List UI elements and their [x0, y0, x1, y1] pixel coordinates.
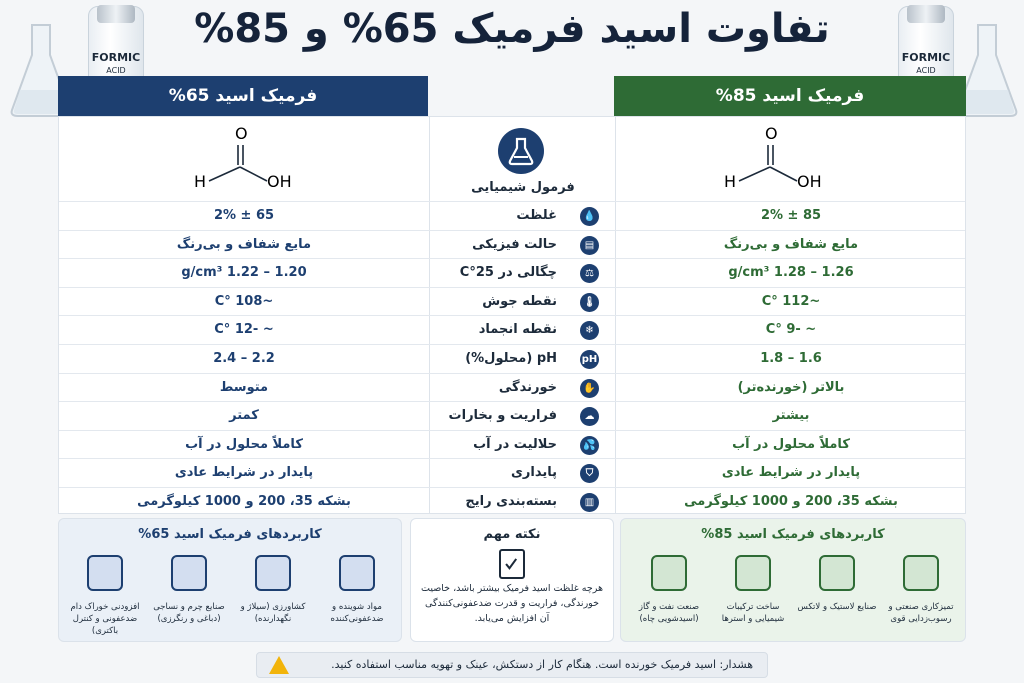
- svg-text:OH: OH: [267, 172, 292, 191]
- table-row: [59, 315, 965, 344]
- value-65: مایع شفاف و بی‌رنگ: [176, 236, 312, 252]
- note-text: هرچه غلظت اسید فرمیک بیشتر باشد، خاصیت خورندگی، فراریت و قدرت ضدعفونی‌کنندگی آن افزایش می‌یابد.: [421, 583, 603, 624]
- application-item: صنایع لاستیک و لاتکس: [795, 555, 879, 613]
- header-85: فرمیک اسید 85%: [614, 76, 966, 116]
- property-label: نقطه انجماد ❄: [429, 316, 615, 344]
- warning-bar: [256, 652, 768, 678]
- property-label: خورندگی ✋: [429, 374, 615, 402]
- drop-icon: 💧: [580, 207, 599, 226]
- feed-bag-icon: [87, 555, 123, 591]
- application-item: تمیزکاری صنعتی و رسوب‌زدایی قوی: [879, 555, 963, 625]
- application-item: صنایع چرم و نساجی (دباغی و رنگرزی): [147, 555, 231, 625]
- value-65: متوسط: [219, 379, 269, 395]
- value-85: پایدار در شرایط عادی: [721, 465, 861, 481]
- value-65: بشکه 35، 200 و 1000 کیلوگرمی: [137, 494, 351, 509]
- property-label: پایداری ⛉: [429, 459, 615, 487]
- value-65: 65 ± 2%: [213, 208, 275, 223]
- table-row: [59, 458, 965, 487]
- table-row: [59, 373, 965, 402]
- shield-icon: ⛉: [580, 464, 599, 483]
- property-label: چگالی در 25°C ⚖: [429, 259, 615, 287]
- table-row: [59, 401, 965, 430]
- page-title: تفاوت اسید فرمیک 65% و 85%: [194, 6, 830, 52]
- important-note-panel: [410, 518, 614, 642]
- table-row: [59, 487, 965, 516]
- property-label: حلالیت در آب 💦: [429, 431, 615, 459]
- property-label: غلظت 💧: [429, 202, 615, 230]
- table-row: [59, 287, 965, 316]
- table-row: [59, 201, 965, 230]
- value-85: 1.26 – 1.28 g/cm³: [728, 265, 854, 281]
- warning-icon: [269, 656, 289, 674]
- application-item: کشاورزی (سیلاژ و نگهدارنده): [231, 555, 315, 625]
- spray-icon: [339, 555, 375, 591]
- note-title: نکته مهم: [483, 527, 541, 542]
- value-85: کاملاً محلول در آب: [732, 436, 850, 452]
- value-85: ~ -9 °C: [765, 322, 817, 338]
- formula-label: فرمول شیمیایی: [471, 180, 575, 195]
- property-label: pH (محلول%) pH: [429, 345, 615, 373]
- application-item: مواد شوینده و ضدعفونی‌کننده: [315, 555, 399, 625]
- thermometer-icon: 🌡: [580, 293, 599, 312]
- value-65: پایدار در شرایط عادی: [174, 465, 314, 481]
- applications-65-panel: [58, 518, 402, 642]
- latex-icon: [819, 555, 855, 591]
- value-65: 2.2 – 2.4: [213, 351, 275, 366]
- table-row: [59, 258, 965, 287]
- property-label: فراریت و بخارات ☁: [429, 402, 615, 430]
- warning-text: هشدار: اسید فرمیک خورنده است. هنگام کار از دستکش، عینک و تهویه مناسب استفاده کنید.: [331, 658, 753, 671]
- svg-text:H: H: [194, 172, 207, 191]
- applications-65-title: کاربردهای فرمیک اسید 65%: [138, 527, 322, 542]
- svg-text:O: O: [765, 125, 778, 143]
- svg-text:OH: OH: [797, 172, 822, 191]
- vapor-icon: ☁: [580, 407, 599, 426]
- value-85: بالاتر (خورنده‌تر): [737, 379, 845, 395]
- cleaning-icon: [903, 555, 939, 591]
- ph-icon: pH: [580, 350, 599, 369]
- leaf-icon: [255, 555, 291, 591]
- property-label: نقطه جوش 🌡: [429, 288, 615, 316]
- value-85: بیشتر: [772, 408, 810, 424]
- beaker-icon: ▤: [580, 236, 599, 255]
- applications-85-title: کاربردهای فرمیک اسید 85%: [701, 527, 885, 542]
- value-85: مایع شفاف و بی‌رنگ: [723, 236, 859, 252]
- svg-text:O: O: [235, 125, 248, 143]
- formula-85: [719, 125, 829, 195]
- application-item: ساخت ترکیبات شیمیایی و استرها: [711, 555, 795, 625]
- leather-icon: [171, 555, 207, 591]
- applications-85-panel: [620, 518, 966, 642]
- scale-icon: ⚖: [580, 264, 599, 283]
- header-65: فرمیک اسید 65%: [58, 76, 428, 116]
- flask-formula-icon: [498, 128, 544, 174]
- property-label: حالت فیزیکی ▤: [429, 231, 615, 259]
- table-row: [59, 344, 965, 373]
- oil-pump-icon: [651, 555, 687, 591]
- value-85: بشکه 35، 200 و 1000 کیلوگرمی: [684, 494, 898, 509]
- barrel-icon: ▥: [580, 493, 599, 512]
- value-85: ~112 °C: [761, 293, 821, 309]
- property-label: بسته‌بندی رایج ▥: [429, 488, 615, 516]
- bottle-85-icon: FORMIC ACID: [898, 6, 954, 132]
- svg-text:H: H: [724, 172, 737, 191]
- value-65: ~ -12 °C: [214, 322, 274, 338]
- value-85: 1.6 – 1.8: [760, 351, 822, 366]
- bottle-65-icon: FORMIC ACID: [88, 6, 144, 132]
- formula-65: [189, 125, 299, 195]
- comparison-table: [58, 116, 966, 514]
- clipboard-icon: [499, 549, 525, 579]
- value-65: 1.20 – 1.22 g/cm³: [181, 265, 307, 281]
- value-65: ~108 °C: [214, 293, 274, 309]
- water-icon: 💦: [580, 436, 599, 455]
- table-row: [59, 230, 965, 259]
- table-row: [59, 430, 965, 459]
- value-65: کاملاً محلول در آب: [185, 436, 303, 452]
- value-65: کمتر: [229, 408, 259, 424]
- corrosion-icon: ✋: [580, 379, 599, 398]
- snowflake-icon: ❄: [580, 321, 599, 340]
- value-85: 85 ± 2%: [760, 208, 822, 223]
- drum-icon: [735, 555, 771, 591]
- application-item: افزودنی خوراک دام ضدعفونی و کنترل باکتری): [63, 555, 147, 637]
- application-item: صنعت نفت و گاز (اسیدشویی چاه): [627, 555, 711, 625]
